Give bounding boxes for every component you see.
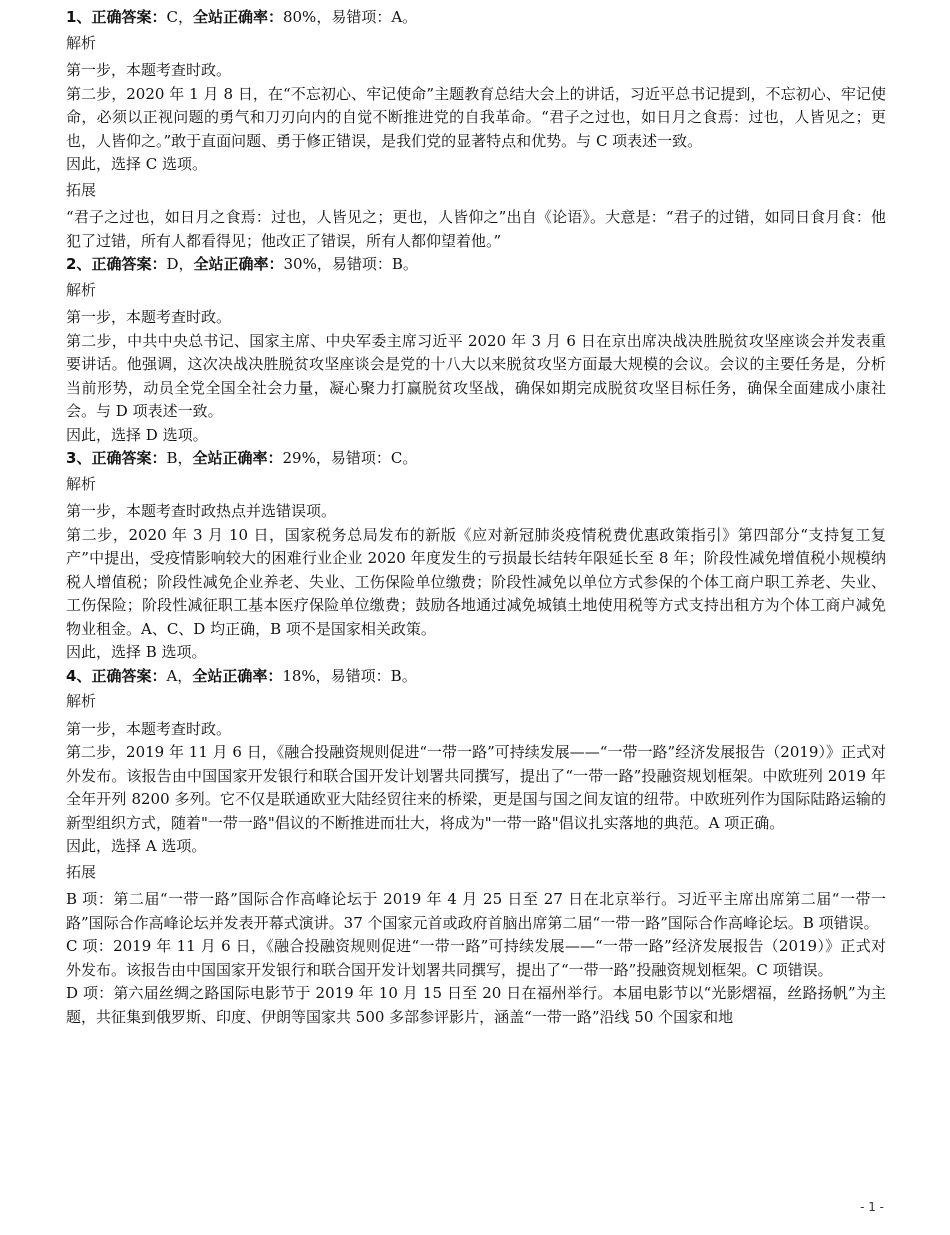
extension-paragraph: B 项：第二届“一带一路”国际合作高峰论坛于 2019 年 4 月 25 日至 27 日在北京举行。习近平主席出席第二届“一带一路”国际合作高峰论坛并发表开幕式演讲。37 个国家元首或政府首脑出席第二届“一带一路”国际合作高峰论坛。B 项错误。	[66, 890, 886, 932]
answer-value: A	[166, 666, 178, 685]
extension-paragraph: D 项：第六届丝绸之路国际电影节于 2019 年 10 月 15 日至 20 日在福州举行。本届电影节以“光影熠福，丝路扬帆”为主题，共征集到俄罗斯、印度、伊朗等国家共 500 多部参评影片，涵盖“一带一路”沿线 50 个国家和地	[66, 984, 886, 1026]
question-header	[66, 6, 886, 30]
question-2	[66, 253, 886, 447]
question-number: 2、	[66, 255, 92, 273]
analysis-paragraph: 因此，选择 C 选项。	[66, 155, 208, 173]
common-wrong-option: ，易错项：B。	[316, 255, 418, 273]
analysis-label: 解析	[66, 474, 97, 493]
extension-label: 拓展	[66, 180, 97, 199]
answer-value: B	[166, 449, 178, 467]
accuracy-label: 全站正确率：	[192, 8, 283, 26]
accuracy-label: 全站正确率：	[192, 666, 283, 685]
answer-label: 正确答案：	[91, 255, 167, 273]
answer-value: D	[166, 255, 179, 273]
extension-label: 拓展	[66, 862, 97, 881]
extension-paragraph: “君子之过也，如日月之食焉：过也，人皆见之；更也，人皆仰之”出自《论语》。大意是：“君子的过错，如同日食月食：他犯了过错，所有人都看得见；他改正了错误，所有人都仰望着他。”	[66, 208, 886, 250]
analysis-paragraph: 第一步，本题考查时政。	[66, 308, 232, 326]
analysis-paragraph: 第一步，本题考查时政。	[66, 719, 232, 738]
analysis-paragraph: 第二步，2020 年 1 月 8 日，在“不忘初心、牢记使命”主题教育总结大会上的讲话，习近平总书记提到，不忘初心、牢记使命，必须以正视问题的勇气和刀刃向内的自觉不断推进党的自我革命。“君子之过也，如日月之食焉：过也，人皆见之；更也，人皆仰之。”敢于直面问题、勇于修正错误，是我们党的显著特点和优势。与 C 项表述一致。	[66, 84, 886, 150]
accuracy-label: 全站正确率：	[193, 255, 284, 273]
document-page	[66, 6, 886, 1029]
answer-label: 正确答案：	[91, 449, 167, 467]
analysis-label: 解析	[66, 33, 97, 52]
analysis-paragraph: 第一步，本题考查时政热点并选错误项。	[66, 502, 337, 520]
analysis-paragraph: 第一步，本题考查时政。	[66, 61, 232, 79]
separator: ，	[178, 255, 194, 273]
analysis-paragraph: 因此，选择 D 选项。	[66, 425, 208, 444]
separator: ，	[177, 8, 193, 26]
separator: ，	[177, 449, 193, 467]
accuracy-value: 18%	[282, 666, 316, 685]
analysis-paragraph: 第二步，中共中央总书记、国家主席、中央军委主席习近平 2020 年 3 月 6 日在京出席决战决胜脱贫攻坚座谈会并发表重要讲话。他强调，这次决战决胜脱贫攻坚座谈会是党的十八大以来脱贫攻坚方面最大规模的会议。会议的主要任务是，分析当前形势，动员全党全国全社会力量，凝心聚力打赢脱贫攻坚战，确保如期完成脱贫攻坚目标任务，确保全面建成小康社会。与 D 项表述一致。	[66, 331, 886, 420]
extension-paragraph: C 项：2019 年 11 月 6 日，《融合投融资规则促进“一带一路”可持续发展——“一带一路”经济发展报告（2019）》正式对外发布。该报告由中国国家开发银行和联合国开发计划署共同撰写，提出了“一带一路”投融资规划框架。C 项错误。	[66, 937, 886, 979]
accuracy-value: 29%	[282, 449, 316, 467]
question-header	[66, 447, 886, 471]
question-header	[66, 665, 886, 689]
page-number: - 1 -	[860, 1200, 884, 1214]
question-header	[66, 253, 886, 277]
analysis-paragraph: 因此，选择 A 选项。	[66, 837, 207, 855]
accuracy-value: 80%	[282, 8, 317, 26]
question-number: 4、	[66, 666, 92, 685]
question-3	[66, 447, 886, 665]
accuracy-label: 全站正确率：	[192, 449, 283, 467]
analysis-paragraph: 第二步，2020 年 3 月 10 日，国家税务总局发布的新版《应对新冠肺炎疫情税费优惠政策指引》第四部分“支持复工复产”中提出，受疫情影响较大的困难行业企业 2020 年度发生的亏损最长结转年限延长至 8 年；阶段性减免增值税小规模纳税人增值税；阶段性减免企业养老、失业、工伤保险单位缴费；阶段性减免以单位方式参保的个体工商户职工养老、失业、工伤保险；阶段性减征职工基本医疗保险单位缴费；鼓励各地通过减免城镇土地使用税等方式支持出租方为个体工商户减免物业租金。A、C、D 均正确，B 项不是国家相关政策。	[66, 525, 886, 638]
common-wrong-option: ，易错项：B。	[315, 666, 417, 685]
separator: ，	[177, 666, 193, 685]
common-wrong-option: ，易错项：A。	[316, 8, 418, 26]
accuracy-value: 30%	[283, 255, 317, 273]
question-4	[66, 665, 886, 1030]
analysis-label: 解析	[66, 280, 97, 299]
analysis-paragraph: 第二步，2019 年 11 月 6 日，《融合投融资规则促进“一带一路”可持续发展——“一带一路”经济发展报告（2019）》正式对外发布。该报告由中国国家开发银行和联合国开发计划署共同撰写，提出了“一带一路”投融资规划框架。中欧班列 2019 年全年开列 8200 多列。它不仅是联通欧亚大陆经贸往来的桥梁，更是国与国之间友谊的纽带。中欧班列作为国际陆路运输的新型组织方式，随着"一带一路"倡议的不断推进而壮大，将成为"一带一路"倡议扎实落地的典范。A 项正确。	[66, 743, 886, 832]
analysis-label: 解析	[66, 692, 97, 710]
question-number: 1、	[66, 8, 92, 26]
question-number: 3、	[66, 449, 92, 467]
answer-label: 正确答案：	[91, 666, 167, 685]
analysis-paragraph: 因此，选择 B 选项。	[66, 643, 207, 661]
question-1	[66, 6, 886, 253]
common-wrong-option: ，易错项：C。	[315, 449, 418, 467]
answer-label: 正确答案：	[91, 8, 167, 26]
answer-value: C	[166, 8, 178, 26]
